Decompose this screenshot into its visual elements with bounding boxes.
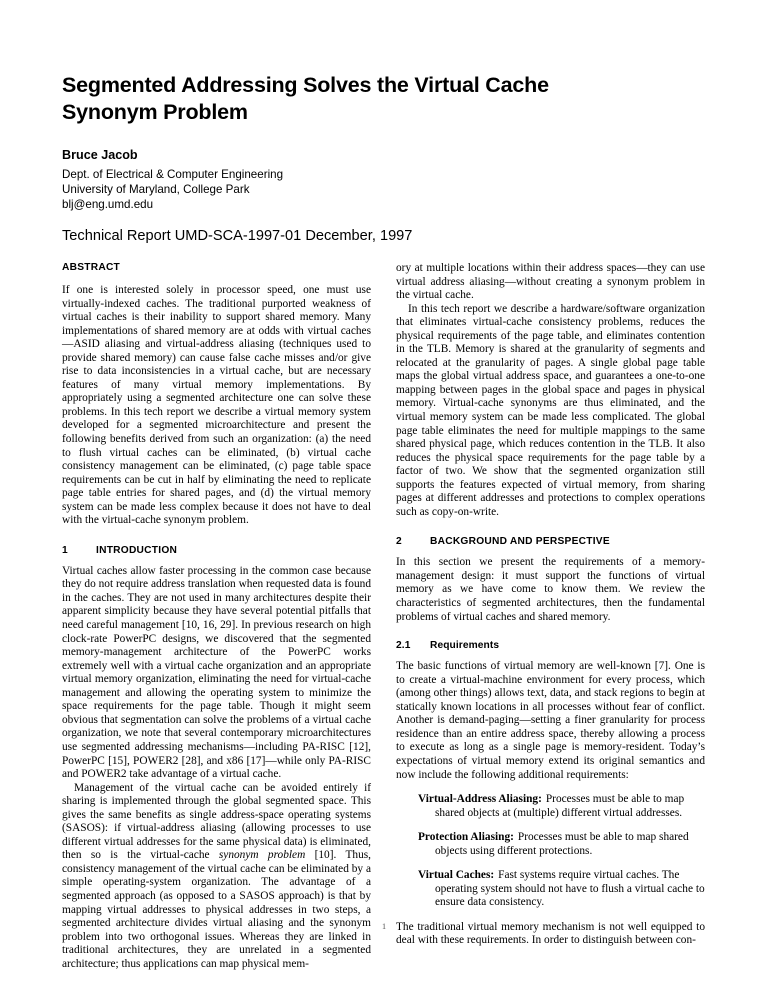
requirements-definition-list [396, 793, 705, 910]
introduction-paragraph-2-part2: [10]. Thus, consistency management of the virtual cache can be eliminated by a simple operating-system organization. The advantage of a segmented approach (as opposed to a SASOS approach) is that by mapping virtual addresses to physical addresses in two steps, a segmented architecture divides virtual aliasing and the synonym problem into two orthogonal issues. Whereas they are linked in traditional architectures, they are unrelated in a segmented architecture; thus applications can map physical mem- [62, 849, 371, 970]
technical-report-line: Technical Report UMD-SCA-1997-01 December, 1997 [62, 227, 413, 244]
definition-desc-virtual-caches: Fast systems require virtual caches. The operating system should not have to flush a virtual cache to ensure data consistency. [435, 869, 705, 909]
author-department: Dept. of Electrical & Computer Engineering [62, 168, 284, 181]
column-left [62, 262, 371, 971]
requirements-closing-paragraph: The traditional virtual memory mechanism is not well equipped to deal with these requirements. In order to distinguish between con- [396, 920, 705, 947]
definition-term-virtual-address-aliasing: Virtual-Address Aliasing: [418, 793, 542, 806]
introduction-continuation-paragraph: ory at multiple locations within their address spaces—they can use virtual address aliasing—without creating a synonym problem in the virtual cache. [396, 262, 705, 302]
section-number-introduction: 1 [62, 544, 68, 556]
abstract-text: If one is interested solely in processor speed, one must use virtually-indexed caches. The traditional purported weakness of virtual caches is their inability to support shared memory. Many implementations of shared memory are at odds with virtual caches—ASID aliasing and virtual-address aliasing (techniques used to provide shared memory) can cause false cache misses and/or give rise to data inconsistencies in a virtual cache, but are necessary features of many virtual memory implementations. By appropriately using a segmented architecture one can solve these problems. In this tech report we describe a virtual memory system developed for a segmented microarchitecture and present the following benefits derived from such an organization: (a) the need to flush virtual caches can be eliminated, (b) virtual cache consistency management can be eliminated, (c) page table space requirements can be cut in half by eliminating the need to replicate page table entries for shared pages, and (d) the virtual memory system can be made less complex because it does not have to deal with the virtual-cache synonym problem. [62, 284, 371, 527]
page-title: Segmented Addressing Solves the Virtual Cache Synonym Problem [62, 73, 549, 124]
subsection-number-requirements: 2.1 [396, 640, 411, 652]
section-title-background: BACKGROUND AND PERSPECTIVE [430, 536, 610, 548]
background-paragraph-1: In this section we present the requirements of a memory-management design: it must support the functions of virtual memory as we have come to know them. We review the characteristics of segmented architectures, then the fundamental problems of virtual caches and shared memory. [396, 556, 705, 623]
abstract-heading: ABSTRACT [62, 262, 121, 273]
introduction-paragraph-3: In this tech report we describe a hardware/software organization that eliminates virtual-cache consistency problems, reduces the physical requirements of the page table, and eliminates contention in the TLB. Memory is shared at the granularity of segments and relocated at the granularity of pages. A single global page table maps the global virtual address space, and guarantees a one-to-one mapping between pages in the global space and pages in physical memory. Virtual-cache synonyms are thus eliminated, and the virtual memory system can be made less complicated. The global page table eliminates the need for multiple mappings to the same shared physical page, which reduces contention in the TLB. It also reduces the physical space requirements for the page table by a factor of two. We show that the segmented organization still supports the features expected of virtual memory, from sharing pages at different addresses and protections to complex operations such as copy-on-write. [396, 302, 705, 518]
section-heading-background [396, 536, 705, 547]
subsection-heading-requirements [396, 640, 705, 651]
definition-term-virtual-caches: Virtual Caches: [418, 869, 495, 882]
column-right [396, 262, 705, 948]
section-title-introduction: INTRODUCTION [96, 544, 178, 556]
definition-desc-virtual-address-aliasing: Processes must be able to map shared objects at (multiple) different virtual addresses. [435, 793, 685, 819]
definition-desc-protection-aliasing: Processes must be able to map shared objects using different protections. [435, 831, 689, 857]
definition-term-protection-aliasing: Protection Aliasing: [418, 831, 514, 844]
page-number-footer: 1 [381, 922, 387, 931]
author-institution: University of Maryland, College Park [62, 183, 250, 197]
author-name: Bruce Jacob [62, 148, 138, 162]
introduction-paragraph-2-part1: Management of the virtual cache can be avoided entirely if sharing is implemented through the global segmented space. This gives the same benefits as single address-space operating systems (SASOS): if virtual-address aliasing (allowing processes to use different virtual addresses for the same physical data) is eliminated, then so is the virtual-cache [62, 781, 371, 862]
subsection-title-requirements: Requirements [430, 640, 500, 652]
section-heading-introduction [62, 545, 371, 556]
list-item [418, 869, 705, 910]
section-number-background: 2 [396, 536, 402, 548]
paper-header [62, 72, 706, 246]
introduction-paragraph-1: Virtual caches allow faster processing in the common case because they do not require address translation when requested data is found in the caches. They are not used in many architectures despite their apparent simplicity because they have several potential pitfalls that need careful management [10, 16, 29]. In previous research on high clock-rate PowerPC designs, we discovered that the segmented memory-management architecture of the PowerPC works extremely well with a virtual cache organization and an appropriate virtual memory organization, eliminating the need for virtual-cache management and allowing the operating system to minimize the space requirements for the page table. Though it might seem obvious that segmentation can solve the problems of a virtual cache organization, we note that several contemporary microarchitectures use segmented addressing mechanisms—including PA-RISC [12], PowerPC [15], POWER2 [28], and x86 [17]—while only PA-RISC and POWER2 take advantage of a virtual cache. [62, 564, 371, 781]
introduction-paragraph-2-emphasis: synonym problem [218, 849, 306, 862]
requirements-paragraph-1: The basic functions of virtual memory are well-known [7]. One is to create a virtual-machine environment for every process, which (among other things) allows text, data, and stack regions to begin at statically known locations in all processes without fear of conflict. Another is demand-paging—setting a finer granularity for process residence than an entire address space, thereby allowing a process to execute as long as a single page is memory-resident. Today’s expectations of virtual memory extend its original semantics and now include the following additional requirements: [396, 660, 705, 781]
list-item [418, 793, 705, 820]
introduction-paragraph-2 [62, 782, 371, 972]
list-item [418, 831, 705, 858]
author-email[interactable]: blj@eng.umd.edu [62, 198, 154, 212]
